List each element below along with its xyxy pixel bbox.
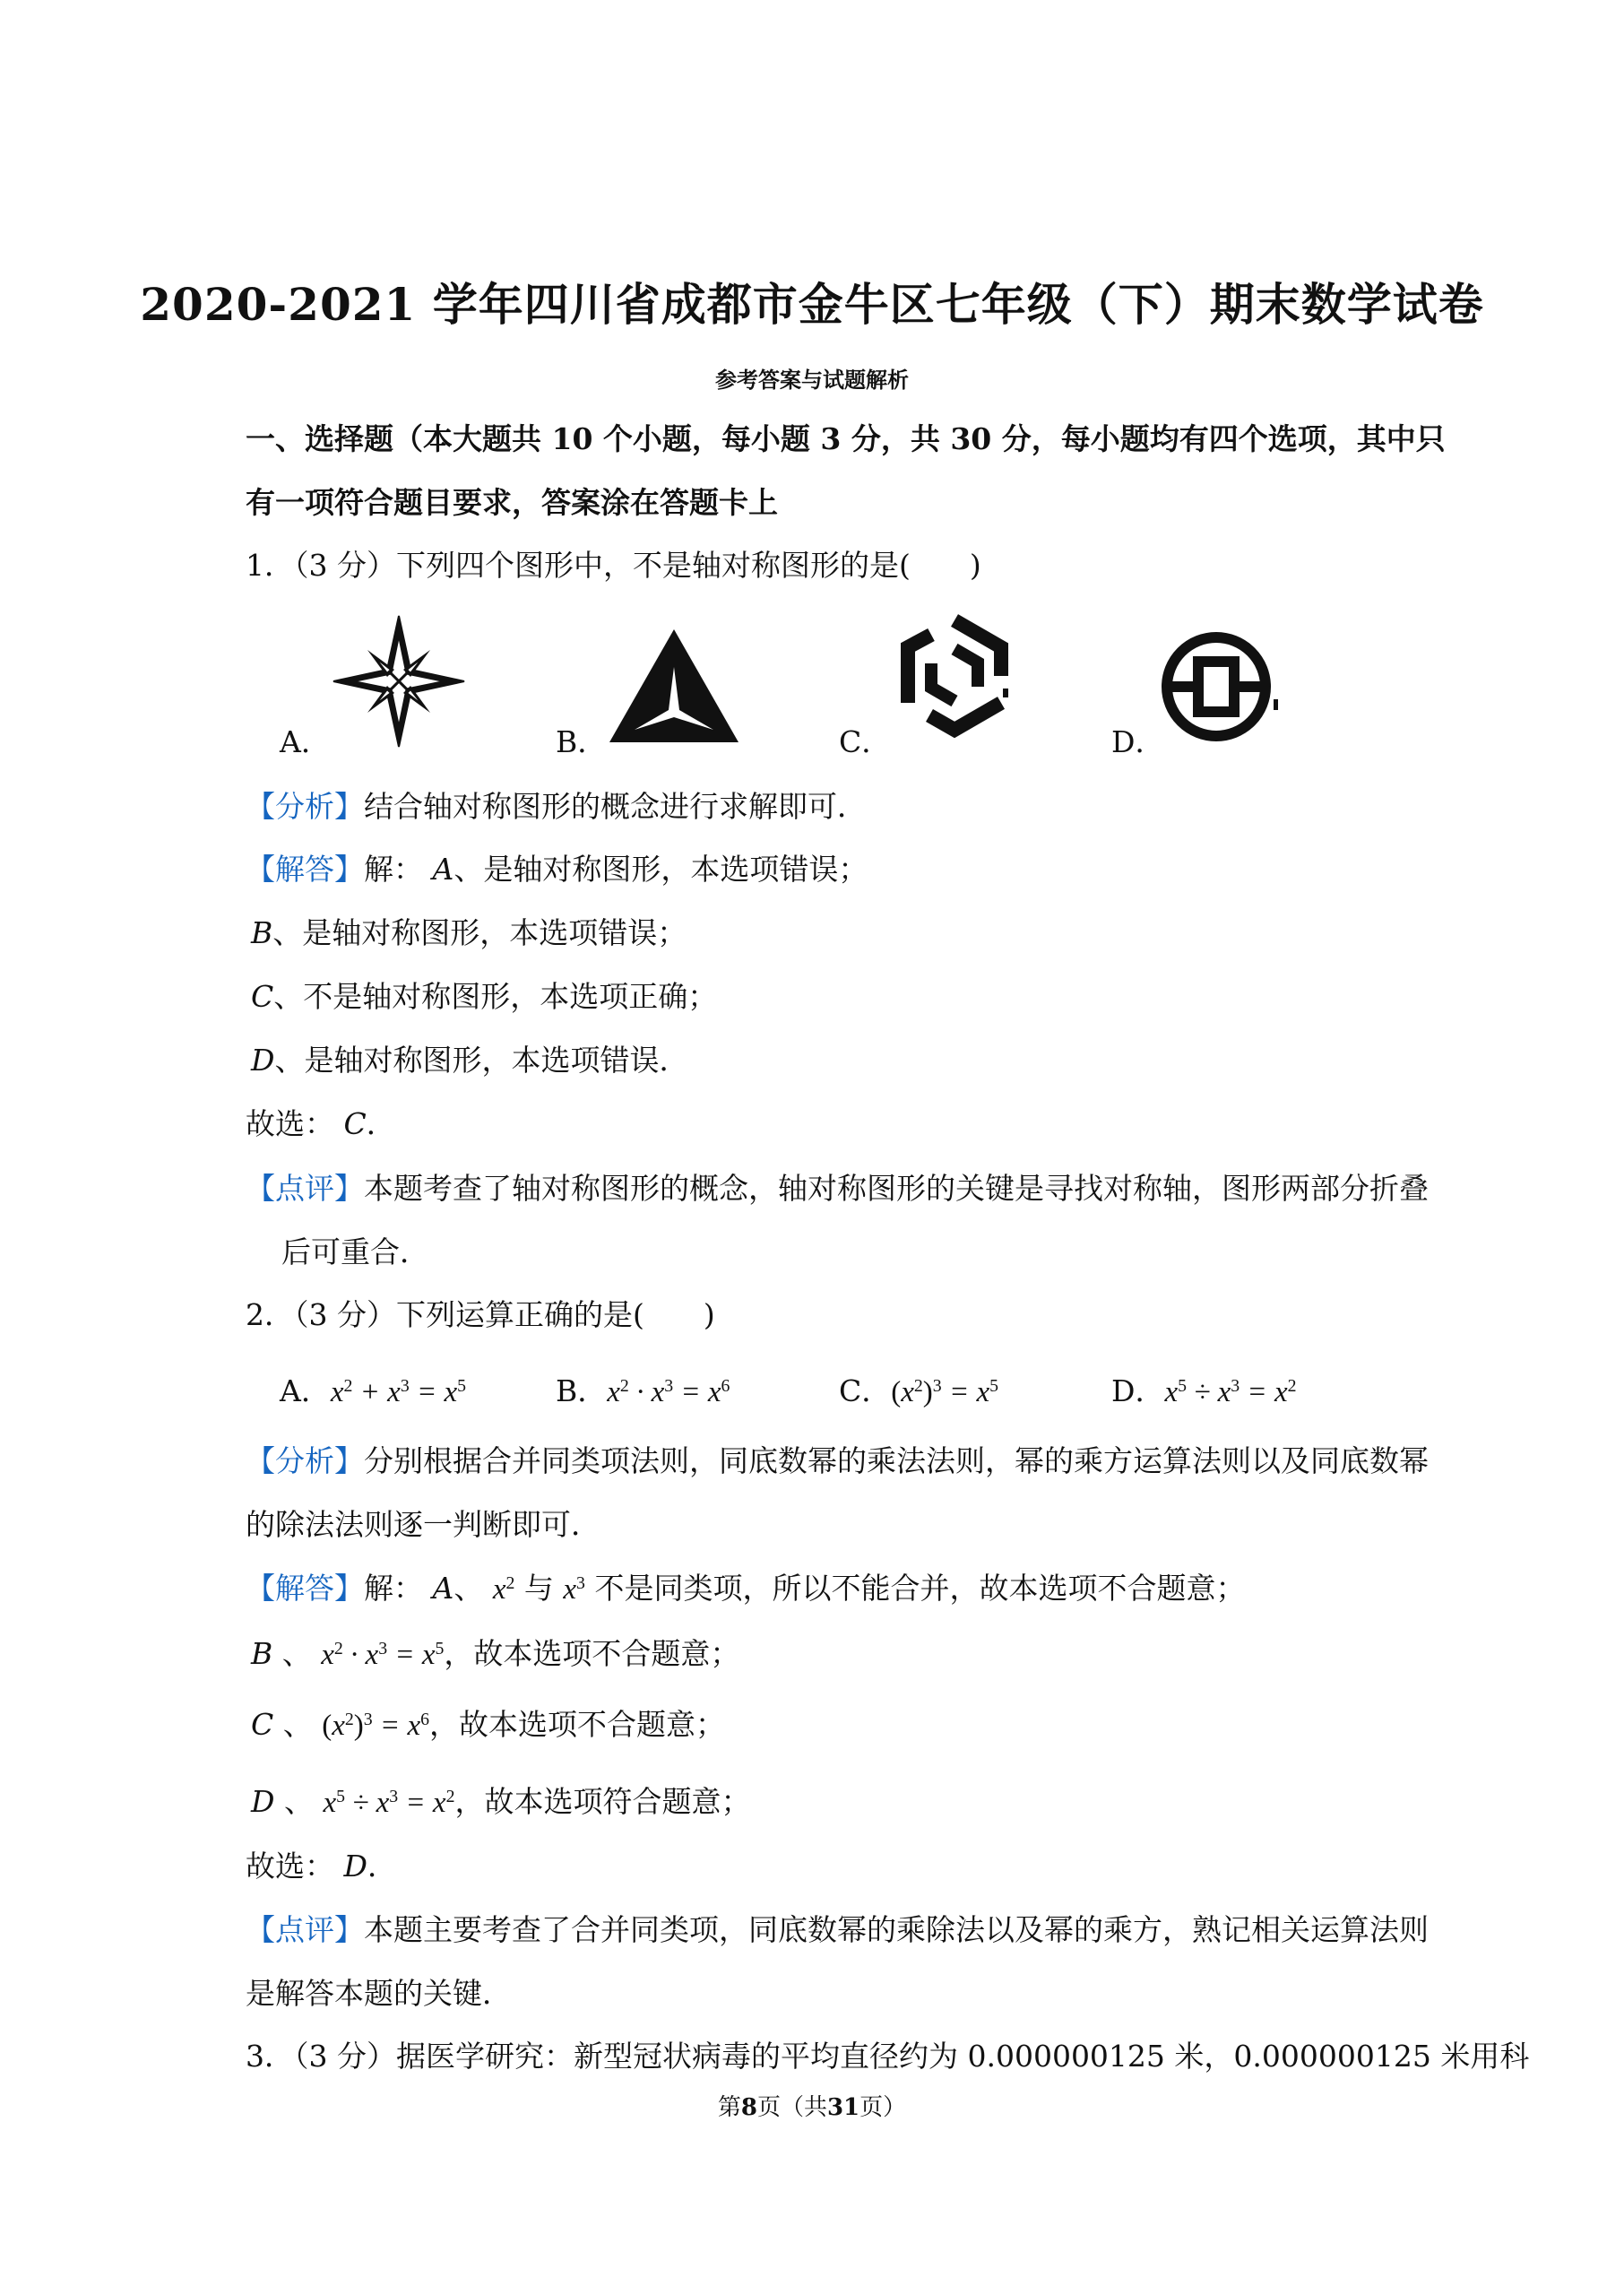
footer-prefix: 第 (717, 2094, 741, 2121)
q1-option-b-label: B． (556, 724, 608, 759)
q1-line-b (251, 910, 687, 952)
question-1-stem: 1．（3 分）下列四个图形中，不是轴对称图形的是( ) (246, 548, 981, 583)
q1-comment (246, 1165, 1429, 1208)
q2-line-c: C 、 $(x^2)^3 = x^6$，故本选项不合题意； (251, 1707, 725, 1742)
q2-option-c-formula: $(x^2)^3 = x^5$ (891, 1376, 998, 1408)
q1-option-c-label: C． (839, 724, 892, 759)
q2-line-d-text: ，故本选项符合题意； (454, 1784, 751, 1819)
q2-line-d: D 、 $x^5 \div x^3 = x^2$，故本选项符合题意； (251, 1784, 751, 1819)
coin-figure (1159, 629, 1284, 746)
q2-choice (246, 1843, 397, 1885)
q2-option-c (839, 1368, 998, 1410)
q1-analysis (246, 784, 867, 826)
q2-option-d-formula: $x^5 \div x^3 = x^2$ (1164, 1376, 1297, 1408)
q2-option-b-label: B． (556, 1373, 608, 1408)
q1-line-d (251, 1037, 688, 1079)
q1-line-b-letter: B (251, 915, 273, 950)
answer-tag: 【解答】 (246, 1571, 364, 1606)
q2-line-a-term1: $x^2$ (492, 1573, 515, 1606)
q1-analysis-text: 结合轴对称图形的概念进行求解即可． (364, 789, 867, 824)
q1-line-c (251, 974, 717, 1016)
q2-line-b: B 、 $x^2 \cdot x^3 = x^5$，故本选项不合题意； (251, 1636, 740, 1671)
footer-suffix: 页） (860, 2094, 907, 2121)
q2-analysis-line1: 分别根据合并同类项法则，同底数幂的乘法法则，幂的乘方运算法则以及同底数幂 (364, 1443, 1429, 1478)
q2-comment-line2: 是解答本题的关键． (246, 1976, 512, 2011)
page-subtitle: 参考答案与试题解析 (715, 367, 909, 393)
q1-line-c-text: 、不是轴对称图形，本选项正确； (273, 979, 718, 1014)
q1-choice (246, 1101, 396, 1143)
q2-option-b-formula: $x^2 \cdot x^3 = x^6$ (607, 1376, 730, 1408)
q2-comment (246, 1907, 1429, 1949)
q1-line-d-text: 、是轴对称图形，本选项错误． (274, 1043, 689, 1078)
q2-line-c-text: ，故本选项不合题意； (428, 1707, 725, 1742)
q2-choice-letter: D (343, 1849, 367, 1884)
q2-answer-prefix: 解： (364, 1571, 423, 1606)
q1-option-a-label: A． (280, 724, 331, 759)
q2-choice-suffix: ． (367, 1849, 397, 1884)
q2-line-a-term2: $x^3$ (563, 1573, 585, 1606)
section-heading-line2: 有一项符合题目要求，答案涂在答题卡上 (246, 485, 778, 520)
compass-star-figure (332, 614, 466, 749)
q2-line-a-text: 不是同类项，所以不能合并，故本选项不合题意； (594, 1571, 1246, 1606)
q1-choice-suffix: ． (366, 1106, 396, 1141)
q2-option-d-label: D． (1111, 1373, 1165, 1408)
q1-answer-prefix: 解： (364, 852, 423, 887)
q2-line-c-formula: $(x^2)^3 = x^6$ (322, 1710, 429, 1742)
q1-line-c-letter: C (251, 979, 274, 1014)
q2-analysis-line2: 的除法法则逐一判断即可． (246, 1507, 600, 1542)
page-footer (0, 2089, 1624, 2122)
q2-comment-line1: 本题主要考查了合并同类项，同底数幂的乘除法以及幂的乘方，熟记相关运算法则 (364, 1912, 1429, 1947)
footer-page-number: 8 (740, 2094, 757, 2121)
q1-choice-prefix: 故选： (246, 1106, 334, 1141)
q1-choice-letter: C (343, 1106, 367, 1141)
q1-comment-line1: 本题考查了轴对称图形的概念，轴对称图形的关键是寻找对称轴，图形两部分折叠 (364, 1171, 1429, 1206)
q2-answer (246, 1565, 1245, 1607)
q2-choice-prefix: 故选： (246, 1849, 334, 1884)
page-title: 2020-2021 学年四川省成都市金牛区七年级（下）期末数学试卷 (140, 278, 1484, 331)
footer-middle: 页（共 (756, 2094, 827, 2121)
footer-total-pages: 31 (826, 2094, 860, 2121)
section-heading-line1: 一、选择题（本大题共 10 个小题，每小题 3 分，共 30 分，每小题均有四个选项，其中只 (246, 421, 1446, 456)
q2-line-a-and: 与 (523, 1571, 554, 1606)
answer-tag: 【解答】 (246, 852, 364, 887)
q1-comment-line2: 后可重合． (281, 1234, 429, 1269)
q2-line-a-letter: A (432, 1571, 454, 1606)
q2-option-a-label: A． (280, 1373, 331, 1408)
q1-line-a-text: 、是轴对称图形，本选项错误； (454, 852, 868, 887)
comment-tag: 【点评】 (246, 1912, 364, 1947)
q1-line-b-text: 、是轴对称图形，本选项错误； (272, 915, 687, 950)
q1-line-d-letter: D (251, 1043, 275, 1078)
q2-option-c-label: C． (839, 1373, 892, 1408)
q2-option-d (1111, 1368, 1296, 1410)
q1-line-a-letter: A (432, 852, 454, 887)
q2-option-a-formula: $x^2 + x^3 = x^5$ (330, 1376, 467, 1408)
question-2-stem: 2．（3 分）下列运算正确的是( ) (246, 1297, 715, 1332)
triangle-figure (608, 628, 740, 744)
question-3-stem: 3．（3 分）据医学研究：新型冠状病毒的平均直径约为 0.000000125 米，0.000000125 米用科 (246, 2039, 1530, 2074)
q1-answer (246, 846, 868, 888)
q2-line-b-text: ，故本选项不合题意； (444, 1636, 740, 1671)
q1-option-d-label: D． (1111, 724, 1165, 759)
q2-line-d-formula: $x^5 \div x^3 = x^2$ (323, 1787, 455, 1819)
comment-tag: 【点评】 (246, 1171, 364, 1206)
q2-line-a-sep: 、 (454, 1571, 484, 1606)
q2-line-b-formula: $x^2 \cdot x^3 = x^5$ (321, 1639, 445, 1671)
q2-option-b (556, 1368, 730, 1410)
hexagon-swirl-figure (892, 611, 1017, 739)
q2-option-a (280, 1368, 466, 1410)
analysis-tag: 【分析】 (246, 1443, 364, 1478)
analysis-tag: 【分析】 (246, 789, 364, 824)
q2-analysis (246, 1438, 1429, 1480)
